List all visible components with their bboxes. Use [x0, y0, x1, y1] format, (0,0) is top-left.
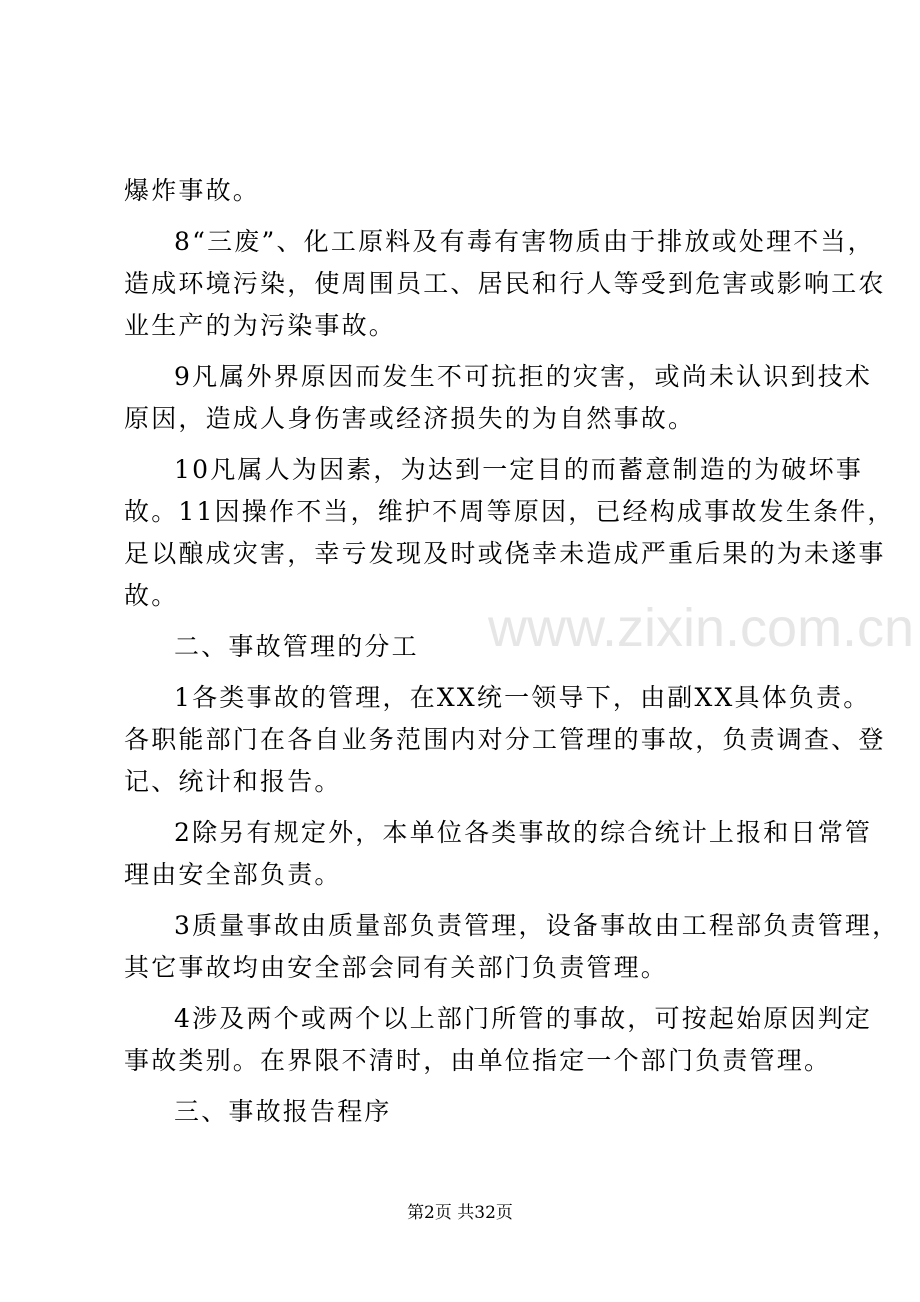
- text-line: 10凡属人为因素，为达到一定目的而蓄意制造的为破坏事: [174, 455, 864, 484]
- text-line: 故。: [124, 581, 179, 610]
- section-heading: 三、事故报告程序: [174, 1097, 392, 1126]
- text-line: 事故类别。在界限不清时，由单位指定一个部门负责管理。: [124, 1046, 832, 1075]
- text-line: 记、统计和报告。: [124, 767, 342, 796]
- watermark: www.zixin.com.cn: [488, 598, 915, 658]
- text-line: 9凡属外界原因而发生不可抗拒的灾害，或尚未认识到技术: [174, 362, 873, 391]
- text-line: 爆炸事故。: [124, 176, 261, 205]
- text-line: 1各类事故的管理，在XX统一领导下，由副XX具体负责。: [174, 683, 871, 712]
- text-line: 足以酿成灾害，幸亏发现及时或侥幸未造成严重后果的为未遂事: [124, 539, 886, 568]
- text-line: 8“三废”、化工原料及有毒有害物质由于排放或处理不当，: [174, 227, 875, 256]
- section-heading: 二、事故管理的分工: [174, 632, 419, 661]
- text-line: 4涉及两个或两个以上部门所管的事故，可按起始原因判定: [174, 1004, 873, 1033]
- text-line: 造成环境污染，使周围员工、居民和行人等受到危害或影响工农: [124, 269, 886, 298]
- text-line: 3质量事故由质量部负责管理，设备事故由工程部负责管理，: [174, 911, 900, 940]
- page-number: 第2页 共32页: [407, 1203, 513, 1223]
- text-line: 理由安全部负责。: [124, 860, 342, 889]
- text-line: 2除另有规定外，本单位各类事故的综合统计上报和日常管: [174, 818, 873, 847]
- text-line: 故。11因操作不当，维护不周等原因，已经构成事故发生条件，: [124, 497, 895, 526]
- text-line: 其它事故均由安全部会同有关部门负责管理。: [124, 953, 669, 982]
- text-line: 各职能部门在各自业务范围内对分工管理的事故，负责调查、登: [124, 725, 886, 754]
- text-line: 原因，造成人身伤害或经济损失的为自然事故。: [124, 404, 696, 433]
- text-line: 业生产的为污染事故。: [124, 311, 397, 340]
